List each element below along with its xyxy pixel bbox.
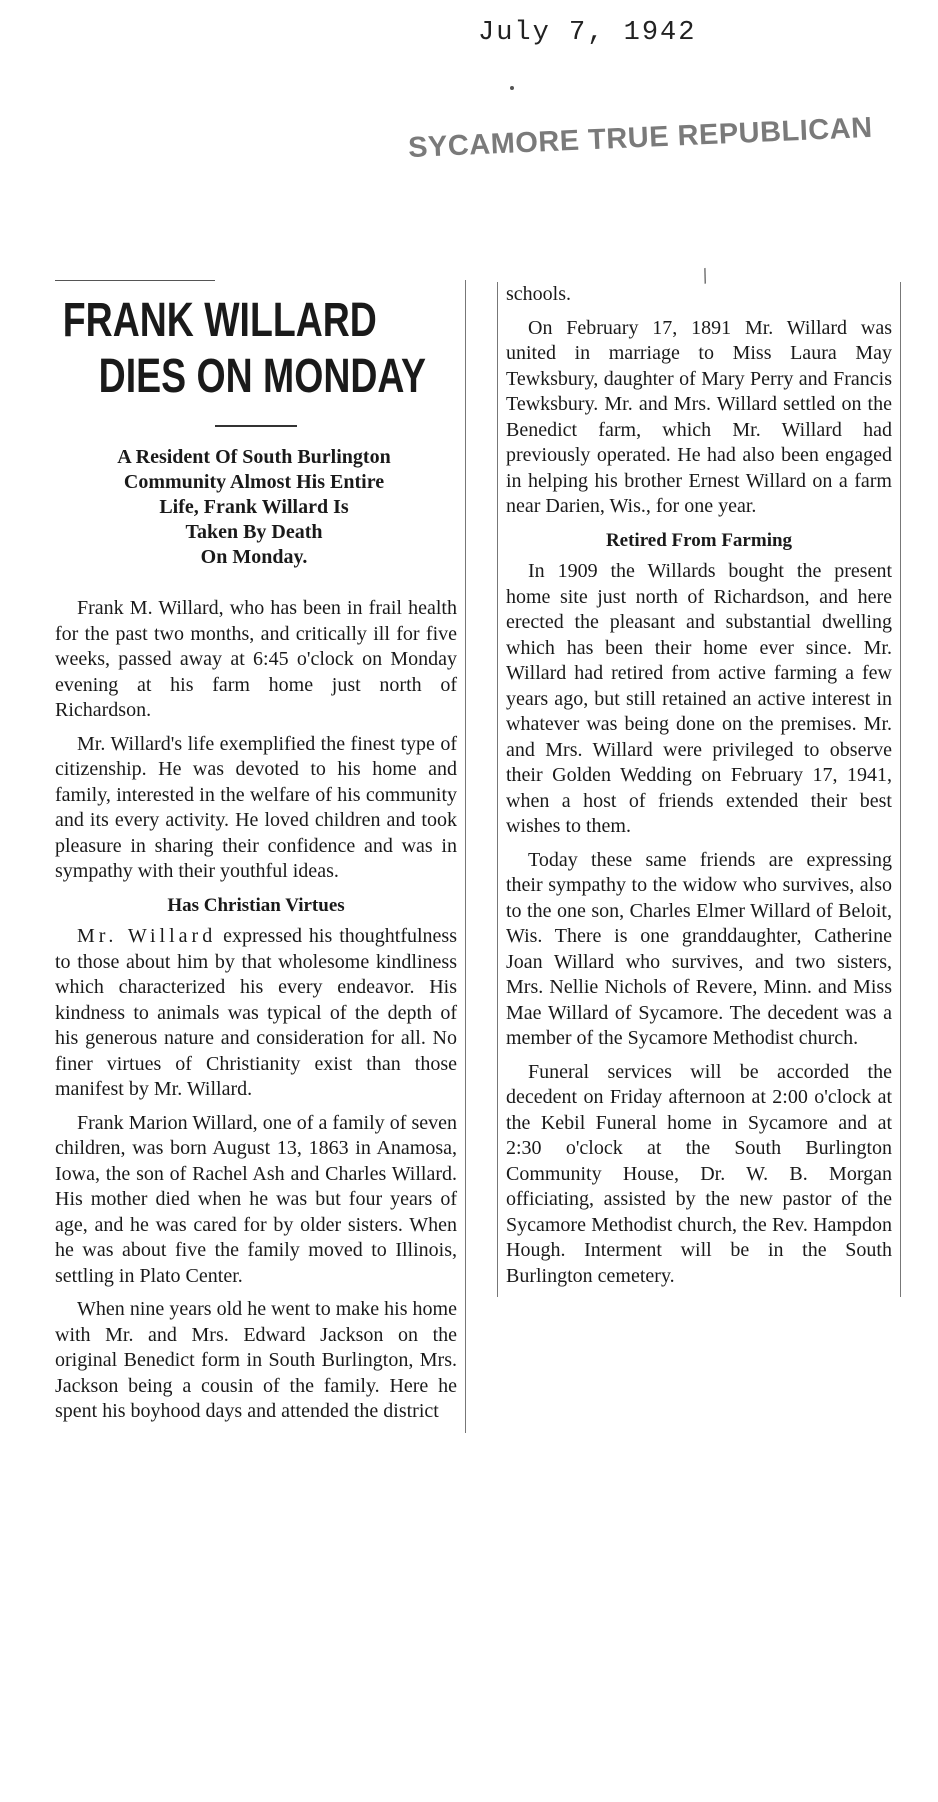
paragraph: On February 17, 1891 Mr. Willard was united in marriage to Miss Laura May Tewksbury, daughter of Mary Perry and Francis Tewksbury. Mr. and Mrs. Willard settled on the Benedict farm, which Mr. Willard had previously operated. He had also been engaged in helping his brother Ernest Willard on a farm near Darien, Wis., for one year. <box>506 316 892 517</box>
paragraph: Frank Marion Willard, one of a family of seven children, was born August 13, 1863 in Anamosa, Iowa, the son of Rachel Ash and Charles Willard. His mother died when he was but four years of age, and he was cared for by older sisters. When he was about five the family moved to Illinois, settling in Plato Center. <box>55 1111 457 1287</box>
paragraph: In 1909 the Willards bought the present home site just north of Richardson, and here erected the pleasant and substantial dwelling which has been their home ever since. Mr. Willard had retired from active farming a few years ago, but still retained an active interest in whatever was being done on the premises. Mr. and Mrs. Willard were privileged to observe their Golden Wedding on February 17, 1941, when a host of friends extended their best wishes to them. <box>506 560 892 837</box>
paragraph-lead: Mr. Willard <box>77 925 217 947</box>
subhead-retired-from-farming: Retired From Farming <box>605 529 793 551</box>
deck-line: Taken By Death <box>185 521 323 543</box>
paragraph: Today these same friends are expressing their sympathy to the widow who survives, also to the one son, Charles Elmer Willard of Beloit, Wis. There is one granddaughter, Catherine Joan Willard who survives, and two sisters, Mrs. Nellie Nichols of Revere, Minn. and Miss Mae Willard of Sycamore. The decedent was a member of the Sycamore Methodist church. <box>506 848 892 1049</box>
deck-line: Life, Frank Willard Is <box>159 496 349 518</box>
left-column <box>55 280 466 1433</box>
right-column <box>497 282 901 1297</box>
deck-line: Community Almost His Entire <box>123 471 385 493</box>
headline-divider <box>215 425 297 427</box>
paragraph-body: expressed his thoughtfulness to those about him by that wholesome kindliness which characterized his every endeavor. His kindness to animals was typical of the depth of his generous nature and consideration for all. No finer virtues of Christianity exist than those manifest by Mr. Willard. <box>55 925 457 1100</box>
deck-line: On Monday. <box>200 546 308 568</box>
paragraph <box>55 924 457 1103</box>
newspaper-stamp: SYCAMORE TRUE REPUBLICAN <box>407 111 874 165</box>
headline-line-2: DIES ON MONDAY <box>98 350 426 403</box>
headline-top-rule <box>55 280 215 281</box>
ink-dot <box>510 86 514 90</box>
headline-line-1: FRANK WILLARD <box>62 294 377 347</box>
pencil-mark: / <box>697 262 713 289</box>
headline <box>55 293 426 405</box>
paragraph: When nine years old he went to make his home with Mr. and Mrs. Edward Jackson on the original Benedict form in South Burlington, Mrs. Jackson being a cousin of the family. Here he spent his boyhood days and attended the district <box>55 1298 457 1422</box>
deck-line: A Resident Of South Burlington <box>117 446 391 468</box>
paragraph-continuation: schools. <box>506 283 571 305</box>
subhead-christian-virtues: Has Christian Virtues <box>167 894 345 916</box>
deck <box>55 445 453 570</box>
paragraph: Mr. Willard's life exemplified the finest type of citizenship. He was devoted to his home and family, interested in the welfare of his community and its every activity. He loved children and took pleasure in sharing their confidence and was in sympathy with their youthful ideas. <box>55 732 457 882</box>
paragraph: Frank M. Willard, who has been in frail health for the past two months, and critically ill for five weeks, passed away at 6:45 o'clock on Monday evening at his farm home just north of Richardson. <box>55 597 457 721</box>
paragraph: Funeral services will be accorded the decedent on Friday afternoon at 2:00 o'clock at the Kebil Funeral home in Sycamore and at 2:30 o'clock at the South Burlington Community House, Dr. W. B. Morgan officiating, assisted by the new pastor of the Sycamore Methodist church, the Rev. Hampdon Hough. Interment will be in the South Burlington cemetery. <box>506 1060 892 1287</box>
clipping-date: July 7, 1942 <box>478 18 697 48</box>
